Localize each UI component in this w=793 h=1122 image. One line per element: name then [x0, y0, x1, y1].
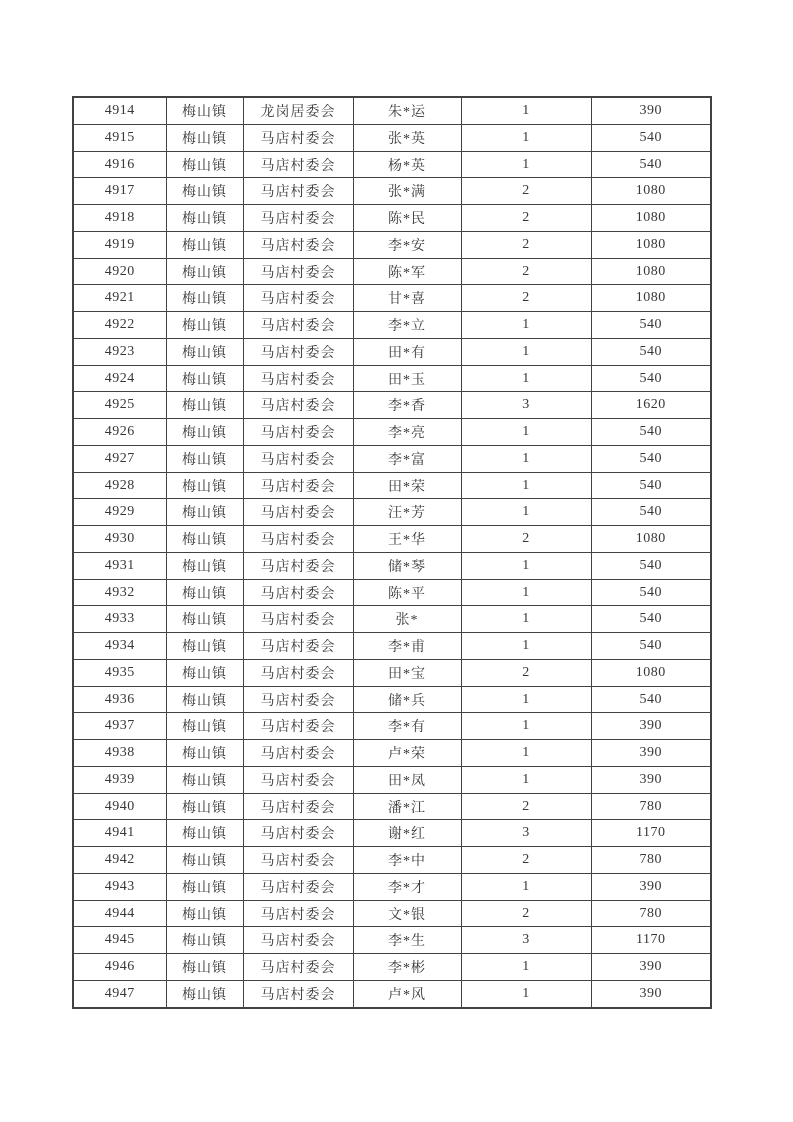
- cell-town: 梅山镇: [166, 659, 243, 686]
- cell-village: 马店村委会: [243, 633, 353, 660]
- table-row: [73, 231, 711, 258]
- cell-town: 梅山镇: [166, 873, 243, 900]
- cell-amount: 780: [591, 793, 711, 820]
- cell-serial: 4917: [73, 178, 166, 205]
- cell-count: 2: [461, 231, 591, 258]
- cell-village: 马店村委会: [243, 927, 353, 954]
- cell-name: 卢*风: [353, 980, 461, 1008]
- cell-serial: 4930: [73, 526, 166, 553]
- cell-serial: 4935: [73, 659, 166, 686]
- cell-town: 梅山镇: [166, 552, 243, 579]
- cell-town: 梅山镇: [166, 499, 243, 526]
- cell-serial: 4924: [73, 365, 166, 392]
- cell-count: 2: [461, 258, 591, 285]
- cell-serial: 4942: [73, 847, 166, 874]
- cell-count: 2: [461, 205, 591, 232]
- cell-town: 梅山镇: [166, 526, 243, 553]
- cell-serial: 4947: [73, 980, 166, 1008]
- cell-name: 杨*英: [353, 151, 461, 178]
- cell-town: 梅山镇: [166, 686, 243, 713]
- cell-village: 马店村委会: [243, 713, 353, 740]
- cell-name: 张*: [353, 606, 461, 633]
- cell-village: 马店村委会: [243, 954, 353, 981]
- cell-town: 梅山镇: [166, 338, 243, 365]
- table-row: [73, 365, 711, 392]
- table-row: [73, 285, 711, 312]
- cell-amount: 390: [591, 713, 711, 740]
- cell-village: 马店村委会: [243, 312, 353, 339]
- cell-village: 马店村委会: [243, 820, 353, 847]
- cell-amount: 1080: [591, 178, 711, 205]
- table-row: [73, 686, 711, 713]
- cell-village: 马店村委会: [243, 659, 353, 686]
- cell-amount: 1080: [591, 205, 711, 232]
- cell-village: 马店村委会: [243, 766, 353, 793]
- cell-village: 马店村委会: [243, 606, 353, 633]
- cell-village: 马店村委会: [243, 365, 353, 392]
- cell-village: 龙岗居委会: [243, 97, 353, 124]
- cell-count: 1: [461, 579, 591, 606]
- cell-town: 梅山镇: [166, 258, 243, 285]
- table-row: [73, 526, 711, 553]
- cell-name: 张*满: [353, 178, 461, 205]
- cell-serial: 4937: [73, 713, 166, 740]
- cell-name: 田*玉: [353, 365, 461, 392]
- cell-name: 陈*军: [353, 258, 461, 285]
- cell-town: 梅山镇: [166, 365, 243, 392]
- cell-name: 田*宝: [353, 659, 461, 686]
- cell-serial: 4932: [73, 579, 166, 606]
- cell-town: 梅山镇: [166, 419, 243, 446]
- cell-count: 1: [461, 419, 591, 446]
- cell-village: 马店村委会: [243, 740, 353, 767]
- cell-town: 梅山镇: [166, 793, 243, 820]
- cell-village: 马店村委会: [243, 258, 353, 285]
- cell-village: 马店村委会: [243, 579, 353, 606]
- cell-amount: 540: [591, 445, 711, 472]
- cell-town: 梅山镇: [166, 900, 243, 927]
- table-row: [73, 900, 711, 927]
- cell-count: 1: [461, 97, 591, 124]
- cell-town: 梅山镇: [166, 980, 243, 1008]
- table-row: [73, 258, 711, 285]
- cell-amount: 1080: [591, 659, 711, 686]
- cell-name: 李*彬: [353, 954, 461, 981]
- cell-count: 1: [461, 552, 591, 579]
- cell-count: 3: [461, 392, 591, 419]
- cell-village: 马店村委会: [243, 686, 353, 713]
- cell-name: 王*华: [353, 526, 461, 553]
- cell-serial: 4920: [73, 258, 166, 285]
- cell-name: 陈*民: [353, 205, 461, 232]
- cell-count: 1: [461, 633, 591, 660]
- cell-serial: 4928: [73, 472, 166, 499]
- cell-count: 1: [461, 499, 591, 526]
- cell-town: 梅山镇: [166, 124, 243, 151]
- cell-name: 李*亮: [353, 419, 461, 446]
- cell-count: 2: [461, 526, 591, 553]
- cell-town: 梅山镇: [166, 740, 243, 767]
- cell-town: 梅山镇: [166, 847, 243, 874]
- cell-count: 2: [461, 285, 591, 312]
- cell-serial: 4925: [73, 392, 166, 419]
- cell-town: 梅山镇: [166, 151, 243, 178]
- cell-town: 梅山镇: [166, 633, 243, 660]
- cell-amount: 540: [591, 338, 711, 365]
- cell-amount: 1620: [591, 392, 711, 419]
- table-row: [73, 97, 711, 124]
- table-row: [73, 205, 711, 232]
- cell-amount: 540: [591, 552, 711, 579]
- cell-amount: 390: [591, 954, 711, 981]
- cell-name: 李*才: [353, 873, 461, 900]
- cell-serial: 4922: [73, 312, 166, 339]
- table-row: [73, 392, 711, 419]
- table-row: [73, 499, 711, 526]
- cell-count: 3: [461, 820, 591, 847]
- cell-name: 田*有: [353, 338, 461, 365]
- table-row: [73, 124, 711, 151]
- cell-village: 马店村委会: [243, 338, 353, 365]
- cell-village: 马店村委会: [243, 793, 353, 820]
- cell-count: 1: [461, 151, 591, 178]
- cell-amount: 780: [591, 847, 711, 874]
- table-row: [73, 954, 711, 981]
- cell-town: 梅山镇: [166, 766, 243, 793]
- cell-count: 1: [461, 338, 591, 365]
- cell-count: 1: [461, 713, 591, 740]
- cell-amount: 540: [591, 579, 711, 606]
- table-row: [73, 820, 711, 847]
- cell-serial: 4944: [73, 900, 166, 927]
- table-row: [73, 927, 711, 954]
- payment-table: [72, 96, 712, 1009]
- cell-amount: 1080: [591, 285, 711, 312]
- cell-amount: 390: [591, 740, 711, 767]
- cell-town: 梅山镇: [166, 445, 243, 472]
- cell-village: 马店村委会: [243, 231, 353, 258]
- cell-village: 马店村委会: [243, 392, 353, 419]
- cell-town: 梅山镇: [166, 178, 243, 205]
- cell-town: 梅山镇: [166, 820, 243, 847]
- table-row: [73, 579, 711, 606]
- table-row: [73, 633, 711, 660]
- table-row: [73, 873, 711, 900]
- cell-name: 储*琴: [353, 552, 461, 579]
- cell-name: 田*凤: [353, 766, 461, 793]
- cell-town: 梅山镇: [166, 927, 243, 954]
- cell-village: 马店村委会: [243, 151, 353, 178]
- cell-count: 1: [461, 954, 591, 981]
- cell-amount: 1080: [591, 526, 711, 553]
- cell-count: 1: [461, 124, 591, 151]
- table-row: [73, 312, 711, 339]
- cell-count: 1: [461, 472, 591, 499]
- cell-serial: 4934: [73, 633, 166, 660]
- cell-amount: 540: [591, 606, 711, 633]
- cell-amount: 390: [591, 980, 711, 1008]
- cell-serial: 4936: [73, 686, 166, 713]
- cell-amount: 1080: [591, 231, 711, 258]
- cell-amount: 540: [591, 472, 711, 499]
- cell-serial: 4946: [73, 954, 166, 981]
- cell-amount: 540: [591, 499, 711, 526]
- cell-serial: 4931: [73, 552, 166, 579]
- table-row: [73, 847, 711, 874]
- cell-village: 马店村委会: [243, 285, 353, 312]
- cell-serial: 4938: [73, 740, 166, 767]
- cell-town: 梅山镇: [166, 579, 243, 606]
- cell-town: 梅山镇: [166, 713, 243, 740]
- cell-amount: 540: [591, 686, 711, 713]
- cell-serial: 4914: [73, 97, 166, 124]
- cell-town: 梅山镇: [166, 205, 243, 232]
- cell-name: 谢*红: [353, 820, 461, 847]
- cell-serial: 4916: [73, 151, 166, 178]
- cell-village: 马店村委会: [243, 552, 353, 579]
- cell-serial: 4943: [73, 873, 166, 900]
- cell-count: 1: [461, 312, 591, 339]
- cell-serial: 4940: [73, 793, 166, 820]
- cell-village: 马店村委会: [243, 472, 353, 499]
- cell-village: 马店村委会: [243, 847, 353, 874]
- cell-village: 马店村委会: [243, 499, 353, 526]
- cell-name: 李*安: [353, 231, 461, 258]
- cell-town: 梅山镇: [166, 472, 243, 499]
- cell-count: 2: [461, 847, 591, 874]
- table-row: [73, 472, 711, 499]
- cell-village: 马店村委会: [243, 445, 353, 472]
- cell-name: 卢*荣: [353, 740, 461, 767]
- cell-amount: 540: [591, 633, 711, 660]
- cell-name: 潘*江: [353, 793, 461, 820]
- cell-count: 2: [461, 659, 591, 686]
- cell-amount: 1170: [591, 927, 711, 954]
- cell-serial: 4921: [73, 285, 166, 312]
- cell-amount: 390: [591, 97, 711, 124]
- table-row: [73, 766, 711, 793]
- cell-count: 1: [461, 686, 591, 713]
- cell-name: 李*甫: [353, 633, 461, 660]
- table-row: [73, 793, 711, 820]
- cell-amount: 540: [591, 312, 711, 339]
- cell-name: 张*英: [353, 124, 461, 151]
- cell-amount: 1080: [591, 258, 711, 285]
- cell-village: 马店村委会: [243, 205, 353, 232]
- cell-amount: 540: [591, 151, 711, 178]
- cell-town: 梅山镇: [166, 392, 243, 419]
- cell-name: 汪*芳: [353, 499, 461, 526]
- cell-serial: 4929: [73, 499, 166, 526]
- cell-serial: 4945: [73, 927, 166, 954]
- cell-village: 马店村委会: [243, 900, 353, 927]
- cell-name: 李*生: [353, 927, 461, 954]
- cell-name: 田*荣: [353, 472, 461, 499]
- cell-serial: 4923: [73, 338, 166, 365]
- table-row: [73, 552, 711, 579]
- cell-count: 2: [461, 900, 591, 927]
- cell-count: 1: [461, 873, 591, 900]
- cell-serial: 4927: [73, 445, 166, 472]
- cell-count: 3: [461, 927, 591, 954]
- cell-count: 1: [461, 766, 591, 793]
- cell-village: 马店村委会: [243, 873, 353, 900]
- table-body: [73, 97, 711, 1008]
- cell-count: 1: [461, 445, 591, 472]
- cell-name: 文*银: [353, 900, 461, 927]
- table-row: [73, 178, 711, 205]
- cell-amount: 540: [591, 419, 711, 446]
- table-row: [73, 445, 711, 472]
- cell-town: 梅山镇: [166, 954, 243, 981]
- cell-serial: 4939: [73, 766, 166, 793]
- table-row: [73, 419, 711, 446]
- cell-count: 1: [461, 365, 591, 392]
- cell-amount: 780: [591, 900, 711, 927]
- cell-amount: 390: [591, 873, 711, 900]
- cell-town: 梅山镇: [166, 606, 243, 633]
- cell-name: 李*富: [353, 445, 461, 472]
- cell-count: 2: [461, 793, 591, 820]
- cell-name: 李*有: [353, 713, 461, 740]
- table-row: [73, 659, 711, 686]
- cell-serial: 4933: [73, 606, 166, 633]
- cell-count: 1: [461, 740, 591, 767]
- cell-serial: 4918: [73, 205, 166, 232]
- cell-village: 马店村委会: [243, 526, 353, 553]
- table-row: [73, 151, 711, 178]
- cell-serial: 4941: [73, 820, 166, 847]
- cell-name: 陈*平: [353, 579, 461, 606]
- cell-name: 储*兵: [353, 686, 461, 713]
- table-row: [73, 338, 711, 365]
- cell-serial: 4919: [73, 231, 166, 258]
- cell-village: 马店村委会: [243, 178, 353, 205]
- cell-name: 李*香: [353, 392, 461, 419]
- cell-count: 1: [461, 980, 591, 1008]
- cell-town: 梅山镇: [166, 285, 243, 312]
- cell-village: 马店村委会: [243, 419, 353, 446]
- cell-town: 梅山镇: [166, 97, 243, 124]
- cell-amount: 540: [591, 365, 711, 392]
- table-row: [73, 713, 711, 740]
- table-row: [73, 740, 711, 767]
- cell-amount: 1170: [591, 820, 711, 847]
- cell-amount: 390: [591, 766, 711, 793]
- cell-count: 1: [461, 606, 591, 633]
- cell-name: 李*立: [353, 312, 461, 339]
- cell-count: 2: [461, 178, 591, 205]
- table-row: [73, 980, 711, 1008]
- cell-serial: 4926: [73, 419, 166, 446]
- cell-village: 马店村委会: [243, 980, 353, 1008]
- cell-name: 李*中: [353, 847, 461, 874]
- table-row: [73, 606, 711, 633]
- cell-village: 马店村委会: [243, 124, 353, 151]
- cell-serial: 4915: [73, 124, 166, 151]
- cell-name: 甘*喜: [353, 285, 461, 312]
- cell-town: 梅山镇: [166, 231, 243, 258]
- cell-name: 朱*运: [353, 97, 461, 124]
- cell-town: 梅山镇: [166, 312, 243, 339]
- cell-amount: 540: [591, 124, 711, 151]
